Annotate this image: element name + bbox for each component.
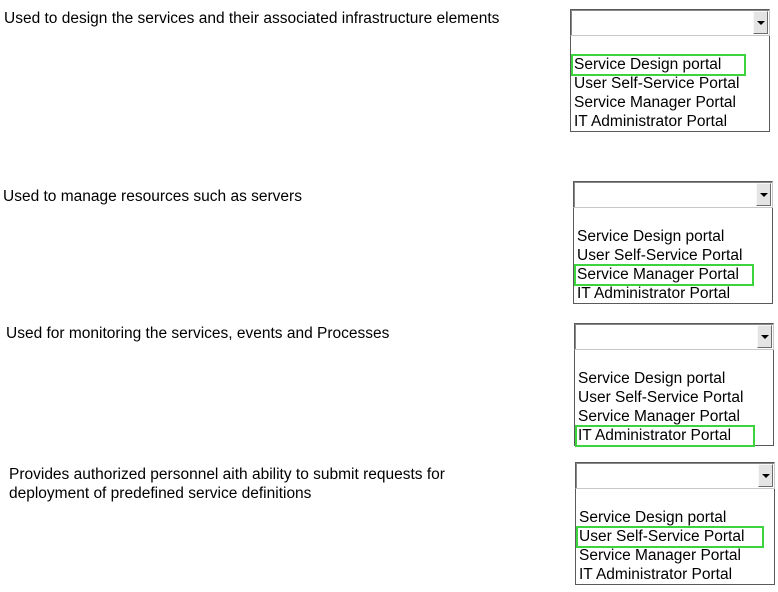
- option-service-design[interactable]: [574, 55, 769, 74]
- answer-highlight: [576, 526, 764, 548]
- option-it-administrator[interactable]: [574, 112, 769, 131]
- option-it-administrator[interactable]: [578, 426, 773, 445]
- option-label: Service Manager Portal: [574, 94, 736, 111]
- question-4-options: [575, 489, 775, 585]
- option-label: Service Design portal: [579, 509, 727, 526]
- question-2-options: [573, 208, 773, 304]
- option-it-administrator[interactable]: [579, 565, 774, 584]
- chevron-down-icon[interactable]: [758, 464, 773, 487]
- option-label: IT Administrator Portal: [579, 566, 733, 583]
- option-user-self-service[interactable]: [579, 527, 774, 546]
- option-label: User Self-Service Portal: [577, 247, 743, 264]
- option-label: Service Design portal: [578, 370, 726, 387]
- question-4-select[interactable]: [575, 462, 775, 489]
- question-3-text: Used for monitoring the services, events and Processes: [6, 325, 390, 342]
- answer-highlight: [571, 54, 746, 76]
- option-label: Service Design portal: [574, 56, 722, 73]
- question-3-dropdown[interactable]: [574, 323, 774, 446]
- option-label: Service Manager Portal: [579, 547, 741, 564]
- option-service-design[interactable]: [578, 369, 773, 388]
- answer-highlight: [574, 264, 754, 286]
- option-service-manager[interactable]: [579, 546, 774, 565]
- option-label: User Self-Service Portal: [578, 389, 744, 406]
- option-label: User Self-Service Portal: [579, 528, 745, 545]
- option-label: User Self-Service Portal: [574, 75, 740, 92]
- question-1-text: Used to design the services and their associated infrastructure elements: [4, 10, 500, 27]
- question-4-dropdown[interactable]: [575, 462, 775, 585]
- chevron-down-icon[interactable]: [753, 11, 768, 34]
- chevron-down-icon[interactable]: [757, 325, 772, 348]
- option-user-self-service[interactable]: [578, 388, 773, 407]
- option-label: IT Administrator Portal: [574, 113, 728, 130]
- question-2-dropdown[interactable]: [573, 181, 773, 304]
- option-label: IT Administrator Portal: [577, 285, 731, 302]
- question-1-dropdown[interactable]: [570, 9, 770, 132]
- option-label: Service Design portal: [577, 228, 725, 245]
- option-service-design[interactable]: [579, 508, 774, 527]
- question-4-text: Provides authorized personnel aith ability to submit requests for deployment of predefined service definitions: [9, 466, 445, 502]
- option-user-self-service[interactable]: [574, 74, 769, 93]
- option-label: IT Administrator Portal: [578, 427, 732, 444]
- question-1-select[interactable]: [570, 9, 770, 36]
- option-service-manager[interactable]: [577, 265, 772, 284]
- option-it-administrator[interactable]: [577, 284, 772, 303]
- option-service-manager[interactable]: [578, 407, 773, 426]
- option-label: Service Manager Portal: [577, 266, 739, 283]
- answer-highlight: [575, 425, 755, 447]
- option-user-self-service[interactable]: [577, 246, 772, 265]
- option-service-manager[interactable]: [574, 93, 769, 112]
- option-label: Service Manager Portal: [578, 408, 740, 425]
- question-2-text: Used to manage resources such as servers: [3, 188, 302, 205]
- question-1-options: [570, 36, 770, 132]
- option-service-design[interactable]: [577, 227, 772, 246]
- question-3-options: [574, 350, 774, 446]
- question-2-select[interactable]: [573, 181, 773, 208]
- question-3-select[interactable]: [574, 323, 774, 350]
- chevron-down-icon[interactable]: [756, 183, 771, 206]
